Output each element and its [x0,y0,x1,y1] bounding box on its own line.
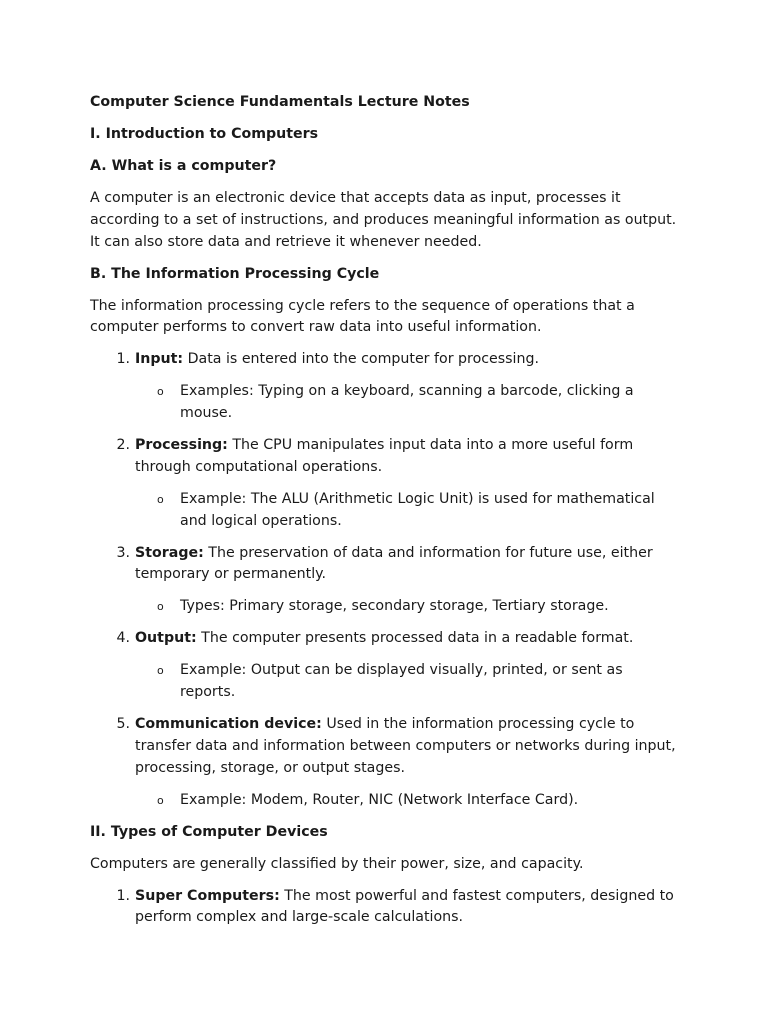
sub-list-item [135,790,680,812]
computer-types-list [90,886,680,930]
sub-list [135,381,680,425]
sub-list-item-text: Example: Modem, Router, NIC (Network Interface Card). [180,791,579,808]
sub-list-item-text: Example: Output can be displayed visually, printed, or sent as reports. [180,662,623,701]
subsection-b-heading: B. The Information Processing Cycle [90,265,380,282]
subsection-a-text: A computer is an electronic device that accepts data as input, processes it according to a set of instructions, and produces meaningful information as output. It can also store data and retrieve it whenever needed. [90,189,677,250]
bullet-icon: o [157,492,164,506]
list-item [90,435,680,532]
list-item-term: Output: [135,630,197,647]
list-item-description: Data is entered into the computer for processing. [183,351,540,368]
bullet-icon: o [157,793,164,807]
list-item [90,349,680,425]
processing-cycle-list [90,349,680,811]
section-2-text: Computers are generally classified by their power, size, and capacity. [90,855,584,872]
list-item-description: Used in the information processing cycle to transfer data and information between computers or networks during input, processing, storage, or output stages. [135,716,676,776]
list-item-number: 2. [116,437,130,454]
list-item [90,714,680,811]
list-item-description: The CPU manipulates input data into a more useful form through computational operations. [135,437,634,475]
list-item [90,628,680,704]
sub-list-item-text: Example: The ALU (Arithmetic Logic Unit) is used for mathematical and logical operations. [180,490,655,529]
bullet-icon: o [157,385,164,399]
sub-list-item [135,381,680,425]
sub-list [135,660,680,704]
subsection-b-text: The information processing cycle refers to the sequence of operations that a computer performs to convert raw data into useful information. [90,297,635,336]
section-2-heading: II. Types of Computer Devices [90,823,328,840]
bullet-icon: o [157,664,164,678]
list-item-term: Storage: [135,544,204,561]
list-item-description: The most powerful and fastest computers, designed to perform complex and large-scale calculations. [135,887,674,926]
subsection-a-heading: A. What is a computer? [90,157,277,174]
list-item-term: Input: [135,351,184,368]
list-item-term: Communication device: [135,716,322,733]
list-item-description: The preservation of data and information for future use, either temporary or permanently. [135,544,653,583]
section-1-heading: I. Introduction to Computers [90,125,319,142]
document-title: Computer Science Fundamentals Lecture Notes [90,94,470,110]
bullet-icon: o [157,600,164,614]
sub-list [135,790,680,812]
list-item-term: Processing: [135,437,228,454]
sub-list-item-text: Types: Primary storage, secondary storage, Tertiary storage. [180,598,609,615]
list-item [90,543,680,619]
list-item-number: 3. [116,544,130,561]
list-item-term: Super Computers: [135,887,280,904]
sub-list-item [135,660,680,704]
sub-list-item [135,489,680,533]
list-item-description: The computer presents processed data in a readable format. [196,630,634,647]
sub-list [135,596,680,618]
sub-list-item-text: Examples: Typing on a keyboard, scanning a barcode, clicking a mouse. [180,383,634,422]
list-item-number: 1. [116,351,130,368]
document-page [90,92,680,939]
list-item [90,886,680,930]
list-item-number: 1. [116,887,130,904]
sub-list [135,489,680,533]
sub-list-item [135,596,680,618]
list-item-number: 5. [116,716,130,733]
list-item-number: 4. [116,630,130,647]
